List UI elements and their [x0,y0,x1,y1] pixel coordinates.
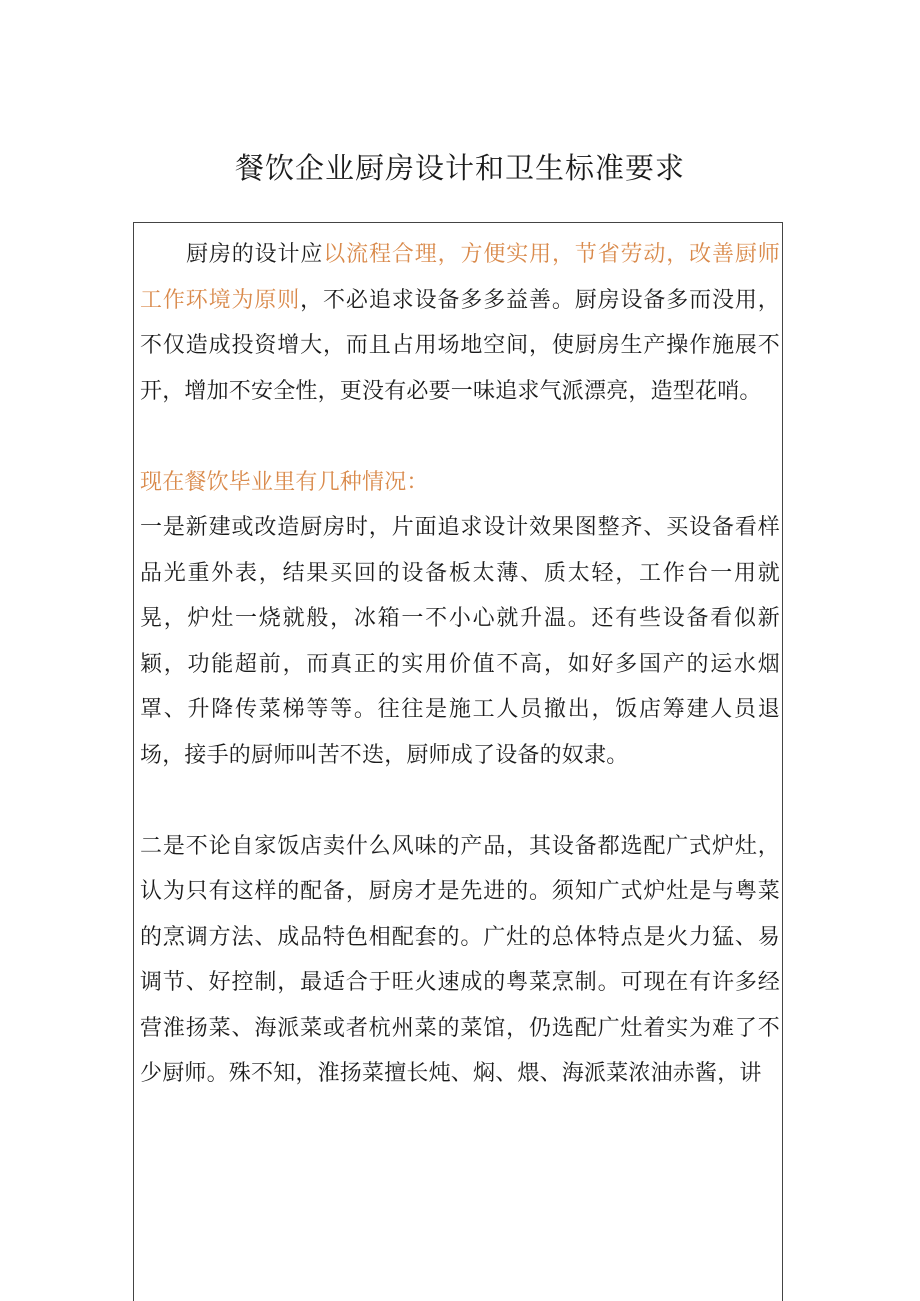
intro-text-end: ，不必追求设备多多益善。厨房设备多而没用，不仅造成投资增大，而且占用场地空间，使厨房生产操作施展不开，增加不安全性，更没有必要一味追求气派漂亮，造型花哨。 [140,287,780,404]
paragraph-second-case: 二是不论自家饭店卖什么风味的产品，其设备都选配广式炉灶，认为只有这样的配备，厨房才是先进的。须知广式炉灶是与粤菜的烹调方法、成品特色相配套的。广灶的总体特点是火力猛、易调节、好控制，最适合于旺火速成的粤菜烹制。可现在有许多经营淮扬菜、海派菜或者杭州菜的菜馆，仍选配广灶着实为难了不少厨师。殊不知，淮扬菜擅长炖、焖、煨、海派菜浓油赤酱，讲 [140,833,780,1086]
paragraph-first-case: 一是新建或改造厨房时，片面追求设计效果图整齐、买设备看样品光重外表，结果买回的设备板太薄、质太轻，工作台一用就晃，炉灶一烧就般，冰箱一不小心就升温。还有些设备看似新颖，功能超前，而真正的实用价值不高，如好多国产的运水烟罩、升降传菜梯等等。往往是施工人员撤出，饭店筹建人员退场，接手的厨师叫苦不迭，厨师成了设备的奴隶。 [140,515,780,768]
paragraph-intro [140,232,780,414]
paragraph-gap [140,414,780,460]
intro-highlight: 以流程合理，方便实用，节省劳动，改善厨师工作环境为原则 [140,242,780,313]
page-title: 餐饮企业厨房设计和卫生标准要求 [234,151,685,185]
section-heading: 现在餐饮毕业里有几种情况： [140,469,429,495]
paragraph-gap [140,778,780,824]
intro-text-start: 厨房的设计应 [186,242,324,267]
document-body [140,232,780,1097]
